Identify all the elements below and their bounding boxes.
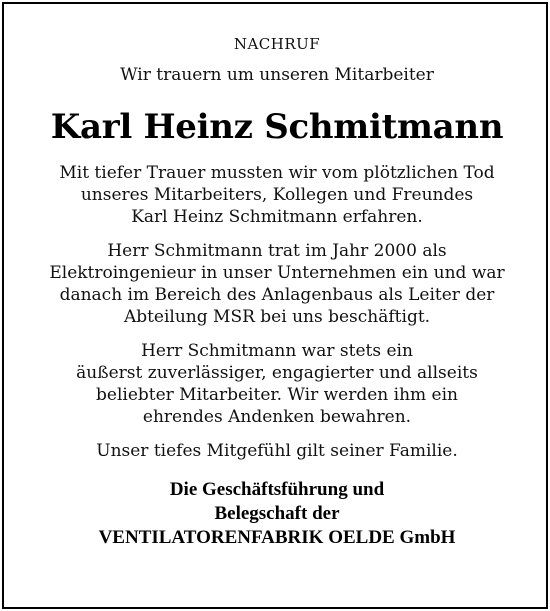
notice-heading: NACHRUF <box>233 35 321 53</box>
obituary-notice <box>4 4 550 550</box>
paragraph-tribute <box>4 340 550 428</box>
text-line: danach im Bereich des Anlagenbaus als Leiter der <box>59 285 495 305</box>
paragraph-condolence <box>4 162 550 228</box>
text-line: Elektroingenieur in unser Unternehmen ein und war <box>49 263 505 283</box>
signature-line: Die Geschäftsführung und <box>169 479 385 500</box>
signature-line: Belegschaft der <box>214 503 340 524</box>
signature-block <box>4 478 550 550</box>
paragraph-career <box>4 240 550 328</box>
text-line: Herr Schmitmann trat im Jahr 2000 als <box>107 241 447 261</box>
deceased-name: Karl Heinz Schmitmann <box>50 107 504 147</box>
text-line: Karl Heinz Schmitmann erfahren. <box>131 207 423 227</box>
text-line: ehrendes Andenken bewahren. <box>142 407 412 427</box>
text-line: beliebter Mitarbeiter. Wir werden ihm ein <box>96 385 458 405</box>
text-line: unseres Mitarbeiters, Kollegen und Freundes <box>80 185 474 205</box>
text-line: Unser tiefes Mitgefühl gilt seiner Familie. <box>96 441 458 461</box>
notice-border <box>2 2 548 609</box>
text-line: Mit tiefer Trauer mussten wir vom plötzlichen Tod <box>59 163 495 183</box>
text-line: Abteilung MSR bei uns beschäftigt. <box>123 307 431 327</box>
notice-intro: Wir trauern um unseren Mitarbeiter <box>120 65 434 85</box>
paragraph-sympathy <box>4 440 550 462</box>
text-line: äußerst zuverlässiger, engagierter und allseits <box>76 363 478 383</box>
text-line: Herr Schmitmann war stets ein <box>141 341 413 361</box>
company-name: VENTILATORENFABRIK OELDE GmbH <box>98 527 456 548</box>
